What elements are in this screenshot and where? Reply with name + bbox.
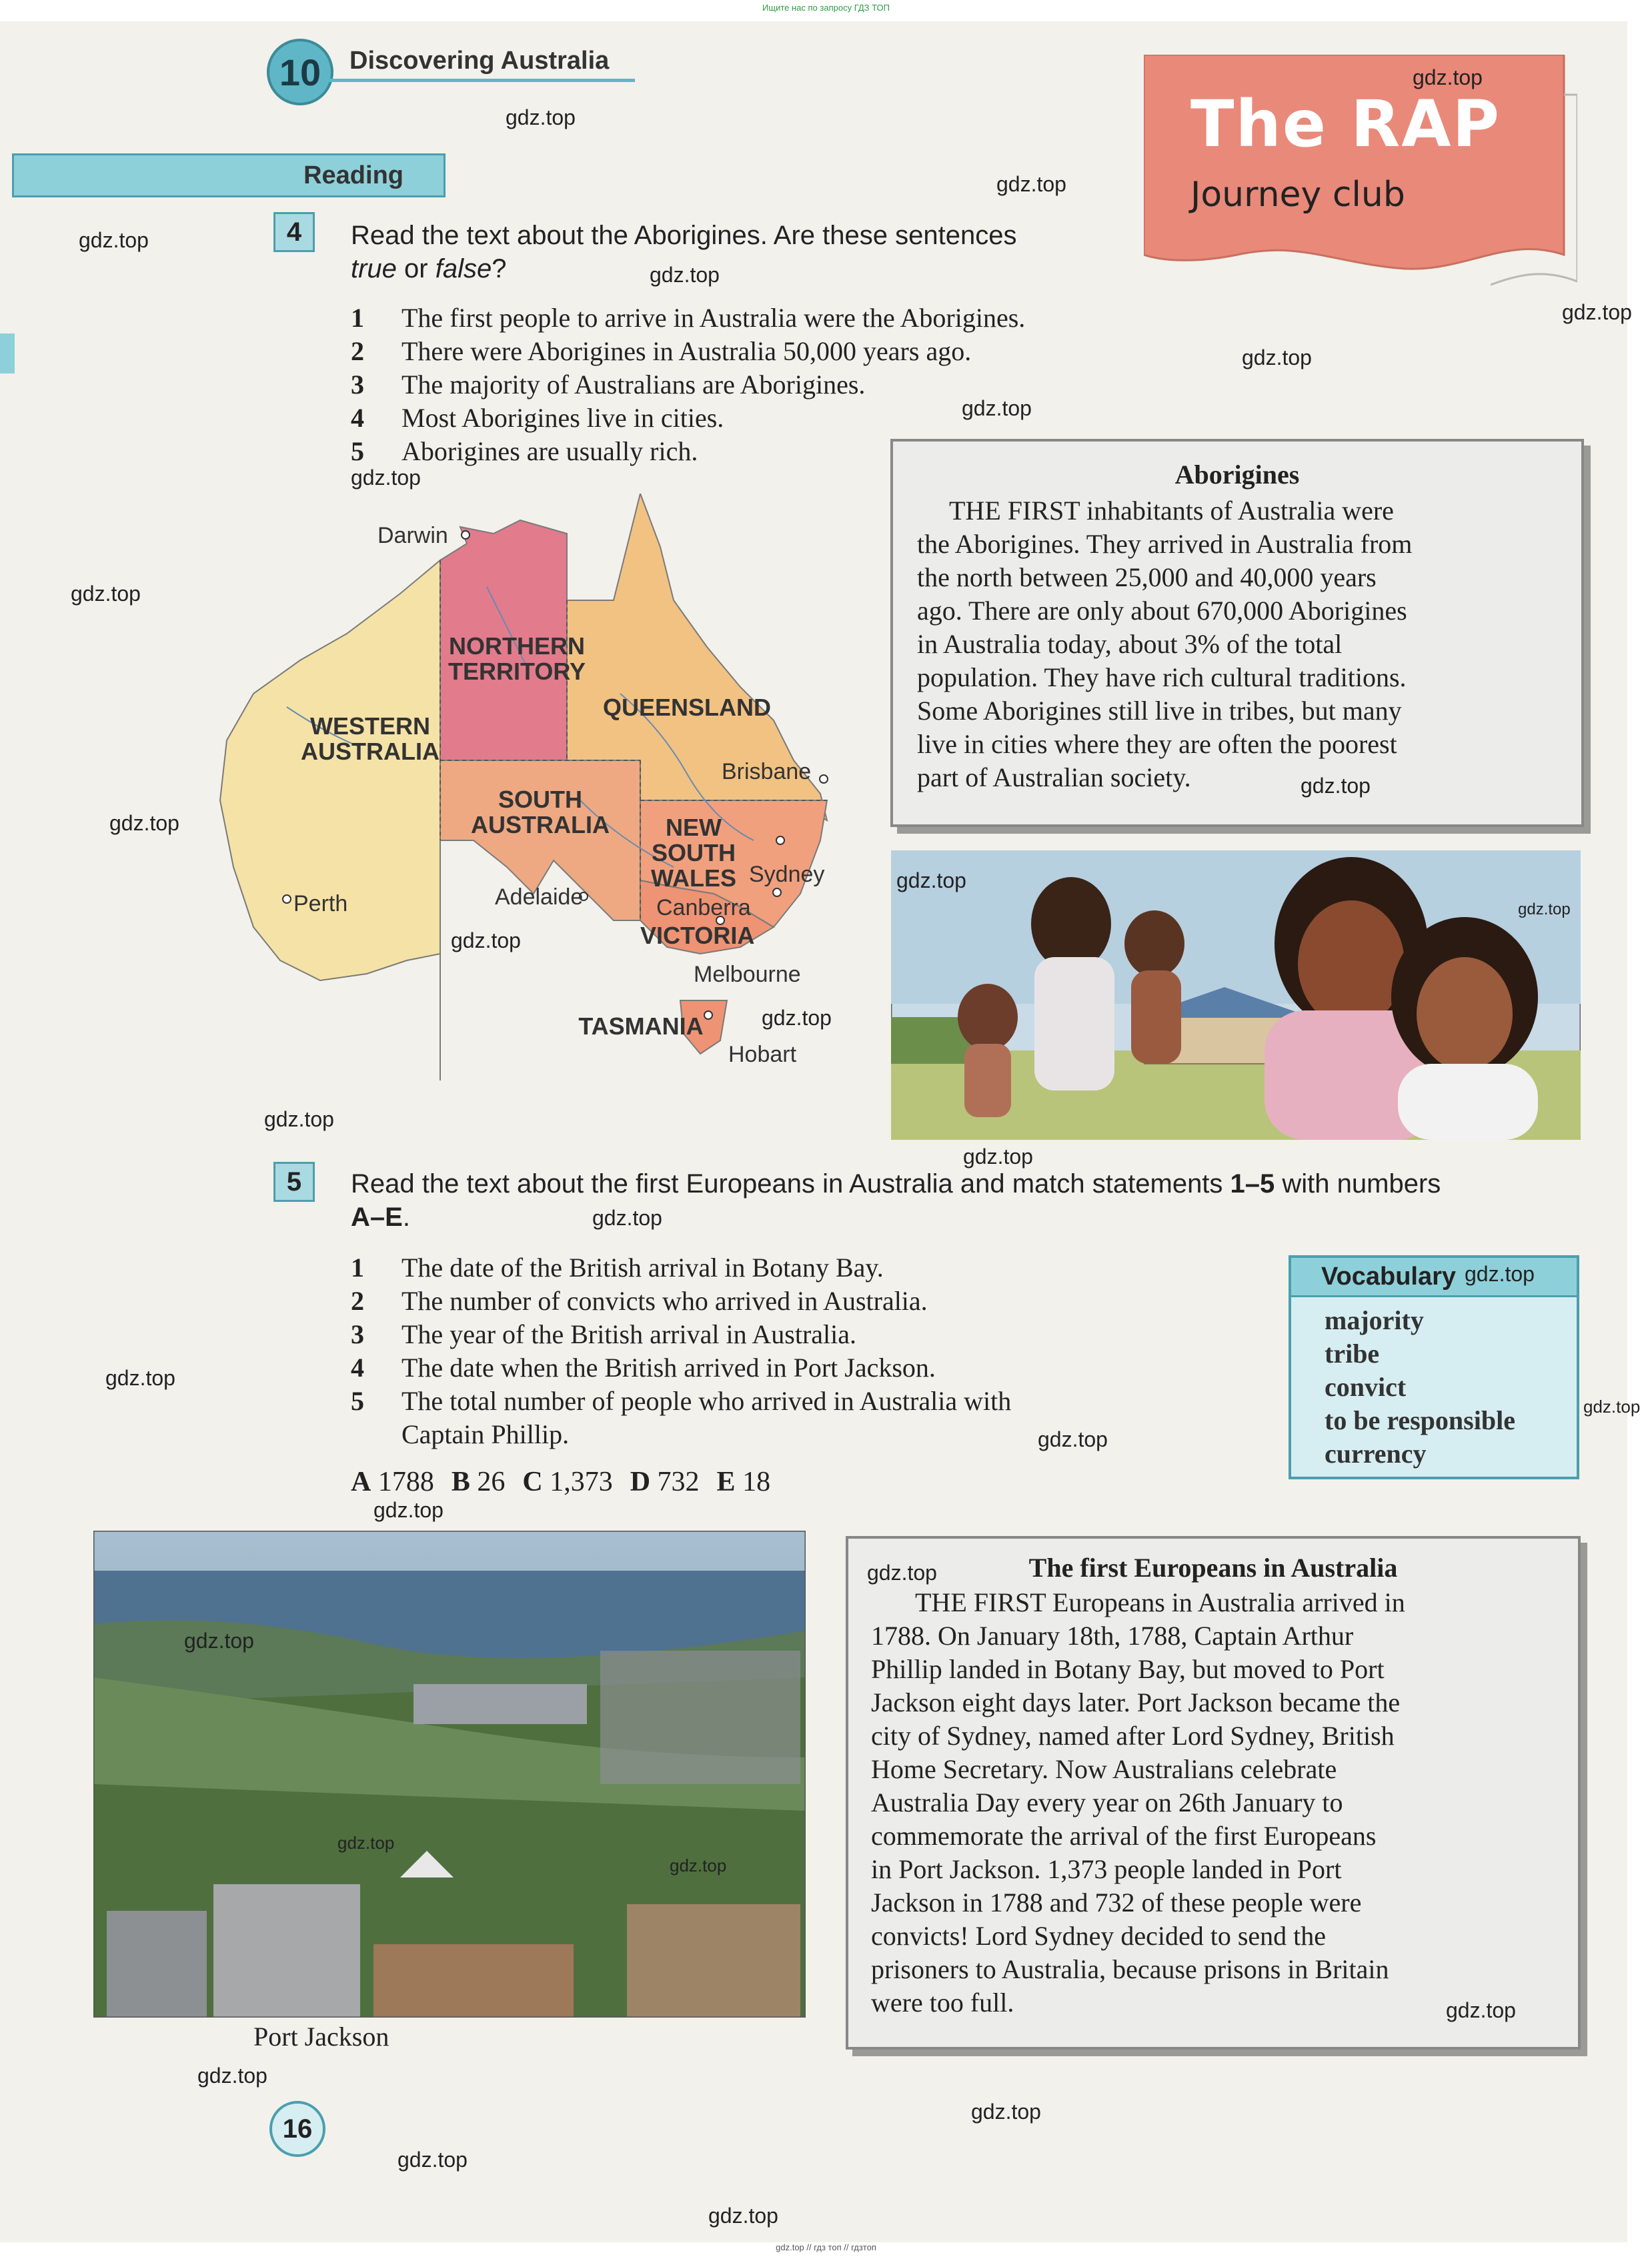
watermark: gdz.top xyxy=(184,1629,254,1653)
list-item xyxy=(351,368,1218,402)
item-text: There were Aborigines in Australia 50,000 years ago. xyxy=(401,336,972,366)
instruction-letters: A–E xyxy=(351,1203,403,1232)
word-false: false xyxy=(435,254,492,283)
text-line: Jackson eight days later. Port Jackson became the xyxy=(871,1687,1401,1717)
list-item xyxy=(351,1251,1271,1285)
list-item xyxy=(351,1318,1271,1351)
section-label: Reading xyxy=(303,161,403,189)
unit-title: Discovering Australia xyxy=(349,47,610,75)
item-text: The first people to arrive in Australia were the Aborigines. xyxy=(401,303,1026,333)
map-label-western-australia: WESTERN AUSTRALIA xyxy=(301,712,440,765)
item-number: 4 xyxy=(351,1353,364,1383)
watermark: gdz.top xyxy=(962,396,1032,420)
text-line: convicts! Lord Sydney decided to send the xyxy=(871,1921,1327,1951)
text-line: Australia Day every year on 26th January to xyxy=(871,1787,1343,1817)
word-true: true xyxy=(351,254,397,283)
map-label-queensland: QUEENSLAND xyxy=(602,694,772,721)
watermark: gdz.top xyxy=(71,582,141,606)
aborigines-text-box xyxy=(890,439,1584,827)
instruction-text-end: with numbers xyxy=(1275,1169,1441,1199)
vocabulary-word: currency xyxy=(1325,1439,1427,1469)
instruction-period: . xyxy=(402,1203,410,1232)
instruction-text: Read the text about the first Europeans in Australia and match statements xyxy=(351,1169,1230,1199)
watermark: gdz.top xyxy=(867,1561,937,1585)
watermark: gdz.top xyxy=(670,1855,727,1875)
item-text: The majority of Australians are Aborigines. xyxy=(401,369,866,400)
text-line: 1788. On January 18th, 1788, Captain Arthur xyxy=(871,1621,1354,1651)
watermark: gdz.top xyxy=(337,1833,395,1853)
text-line: Jackson in 1788 and 732 of these people were xyxy=(871,1888,1362,1918)
option-value: 732 xyxy=(657,1467,700,1497)
item-number: 3 xyxy=(351,369,364,400)
watermark: gdz.top xyxy=(963,1145,1033,1169)
unit-underline xyxy=(328,79,635,82)
watermark: gdz.top xyxy=(708,2204,778,2228)
exercise-4-instruction-line2 xyxy=(351,252,1151,285)
top-note: Ищите нас по запросу ГДЗ ТОП xyxy=(762,3,890,13)
list-item xyxy=(351,1285,1271,1318)
list-item xyxy=(351,335,1218,368)
watermark: gdz.top xyxy=(762,1006,832,1030)
watermark: gdz.top xyxy=(971,2100,1041,2124)
watermark: gdz.top xyxy=(373,1498,444,1522)
text-line: were too full. xyxy=(871,1988,1014,2018)
map-city-canberra: Canberra xyxy=(656,895,751,920)
map-city-hobart: Hobart xyxy=(728,1042,797,1067)
map-city-brisbane: Brisbane xyxy=(722,759,812,784)
map-city-melbourne: Melbourne xyxy=(694,962,801,987)
word-or: or xyxy=(396,254,436,283)
text-line: in Port Jackson. 1,373 people landed in Port xyxy=(871,1854,1342,1884)
rap-subtitle: Journey club xyxy=(1190,175,1405,215)
option-item xyxy=(522,1466,612,1498)
photo-caption: Port Jackson xyxy=(253,2022,389,2052)
list-item xyxy=(351,402,1218,435)
aboriginal-family-illustration xyxy=(891,850,1581,1140)
text-line: population. They have rich cultural traditions. xyxy=(917,662,1407,692)
text-line: live in cities where they are often the poorest xyxy=(917,729,1397,759)
watermark: gdz.top xyxy=(1562,300,1632,324)
item-number: 1 xyxy=(351,303,364,333)
europeans-text-box xyxy=(846,1536,1581,2050)
exercise-5-instruction xyxy=(351,1167,1565,1234)
watermark: gdz.top xyxy=(650,263,720,287)
vocabulary-word: majority xyxy=(1325,1305,1424,1335)
map-label-northern-territory: NORTHERN TERRITORY xyxy=(448,632,586,685)
europeans-box-title: The first Europeans in Australia xyxy=(1028,1553,1398,1583)
list-item xyxy=(351,1351,1271,1385)
watermark: gdz.top xyxy=(109,811,179,835)
option-letter: E xyxy=(716,1467,736,1497)
side-tab xyxy=(0,333,15,373)
watermark: gdz.top xyxy=(1446,1998,1516,2022)
option-item xyxy=(630,1466,700,1498)
exercise-5-items xyxy=(351,1251,1271,1451)
item-text: The date of the British arrival in Botany Bay. xyxy=(401,1253,884,1283)
watermark: gdz.top xyxy=(996,172,1066,196)
map-label-tasmania: TASMANIA xyxy=(578,1012,704,1040)
watermark: gdz.top xyxy=(1583,1397,1641,1417)
option-letter: D xyxy=(630,1467,651,1497)
map-label-south-australia: SOUTH AUSTRALIA xyxy=(471,786,610,838)
map-label-victoria: VICTORIA xyxy=(640,922,755,949)
exercise-4-instruction xyxy=(351,219,1151,285)
map-city-perth: Perth xyxy=(293,891,348,916)
watermark: gdz.top xyxy=(105,1366,175,1390)
page-number: 16 xyxy=(269,2101,325,2157)
watermark: gdz.top xyxy=(1301,774,1371,798)
unit-number-badge: 10 xyxy=(267,39,333,105)
vocabulary-list xyxy=(1291,1297,1577,1471)
bottom-note: gdz.top // гдз топ // гдзтоп xyxy=(776,2242,876,2252)
exercise-5-instruction-line2 xyxy=(351,1201,1565,1234)
exercise-5-options xyxy=(351,1466,770,1498)
question-mark: ? xyxy=(492,254,507,283)
option-value: 1,373 xyxy=(550,1467,613,1497)
option-item xyxy=(351,1466,434,1498)
text-line: THE FIRST inhabitants of Australia were xyxy=(949,496,1394,526)
item-text: Most Aborigines live in cities. xyxy=(401,403,724,433)
rap-title: The RAP xyxy=(1190,87,1501,161)
item-text: The total number of people who arrived in Australia with xyxy=(401,1386,1012,1416)
aborigines-box-title: Aborigines xyxy=(1174,460,1300,490)
text-line: THE FIRST Europeans in Australia arrived in xyxy=(915,1587,1405,1617)
item-text: Aborigines are usually rich. xyxy=(401,436,698,466)
item-number: 2 xyxy=(351,1286,364,1316)
watermark: gdz.top xyxy=(1038,1427,1108,1451)
item-text: The year of the British arrival in Australia. xyxy=(401,1319,857,1349)
map-city-sydney: Sydney xyxy=(749,862,825,887)
aborigines-box-text xyxy=(917,494,1557,794)
list-item xyxy=(351,1385,1271,1418)
item-number: 2 xyxy=(351,336,364,366)
option-letter: B xyxy=(451,1467,470,1497)
list-item-continued xyxy=(351,1418,1271,1451)
item-number: 5 xyxy=(351,1386,364,1416)
option-item xyxy=(717,1466,771,1498)
watermark: gdz.top xyxy=(1242,345,1312,369)
text-line: in Australia today, about 3% of the total xyxy=(917,629,1343,659)
watermark: gdz.top xyxy=(1413,65,1483,89)
instruction-range: 1–5 xyxy=(1230,1169,1275,1199)
watermark: gdz.top xyxy=(506,105,576,129)
port-jackson-photo xyxy=(93,1531,806,2018)
option-letter: A xyxy=(351,1467,371,1497)
text-line: commemorate the arrival of the first Europeans xyxy=(871,1821,1377,1851)
text-line: Home Secretary. Now Australians celebrate xyxy=(871,1754,1337,1784)
exercise-5-number: 5 xyxy=(273,1162,315,1202)
vocabulary-word: to be responsible xyxy=(1325,1405,1515,1435)
item-number: 1 xyxy=(351,1253,364,1283)
exercise-4-number: 4 xyxy=(273,212,315,252)
watermark: gdz.top xyxy=(79,228,149,252)
option-item xyxy=(452,1466,506,1498)
watermark: gdz.top xyxy=(592,1206,662,1230)
item-number: 5 xyxy=(351,436,364,466)
vocabulary-box xyxy=(1289,1255,1579,1479)
text-line: prisoners to Australia, because prisons in Britain xyxy=(871,1954,1389,1984)
watermark: gdz.top xyxy=(351,466,421,490)
exercise-4-instruction-line1: Read the text about the Aborigines. Are these sentences xyxy=(351,221,1017,250)
vocabulary-word: convict xyxy=(1325,1372,1407,1402)
vocabulary-title: Vocabulary xyxy=(1291,1258,1577,1297)
item-text: The date when the British arrived in Port Jackson. xyxy=(401,1353,936,1383)
text-line: ago. There are only about 670,000 Aborigines xyxy=(917,596,1407,626)
item-number: 4 xyxy=(351,403,364,433)
list-item xyxy=(351,301,1218,335)
option-value: 26 xyxy=(477,1467,506,1497)
watermark: gdz.top xyxy=(1518,900,1571,918)
item-text: Captain Phillip. xyxy=(401,1419,570,1449)
watermark: gdz.top xyxy=(1465,1262,1535,1286)
map-label-new-south-wales: NEW SOUTH WALES xyxy=(650,814,736,892)
exercise-5-instruction-line1 xyxy=(351,1167,1565,1201)
map-city-darwin: Darwin xyxy=(377,523,448,548)
watermark: gdz.top xyxy=(397,2148,468,2172)
text-line: Some Aborigines still live in tribes, but many xyxy=(917,696,1402,726)
option-value: 18 xyxy=(742,1467,771,1497)
vocabulary-word: tribe xyxy=(1325,1339,1380,1369)
map-city-adelaide: Adelaide xyxy=(495,884,584,910)
europeans-box-text xyxy=(871,1586,1555,2020)
item-text: The number of convicts who arrived in Australia. xyxy=(401,1286,928,1316)
item-number: 3 xyxy=(351,1319,364,1349)
section-reading-bar xyxy=(12,153,446,197)
watermark: gdz.top xyxy=(896,868,966,892)
watermark: gdz.top xyxy=(451,928,521,952)
watermark: gdz.top xyxy=(197,2064,267,2088)
text-line: the Aborigines. They arrived in Australia from xyxy=(917,529,1413,559)
text-line: part of Australian society. xyxy=(917,762,1191,792)
text-line: city of Sydney, named after Lord Sydney, British xyxy=(871,1721,1395,1751)
text-line: Phillip landed in Botany Bay, but moved to Port xyxy=(871,1654,1385,1684)
text-line: the north between 25,000 and 40,000 years xyxy=(917,562,1377,592)
watermark: gdz.top xyxy=(264,1107,334,1131)
option-letter: C xyxy=(522,1467,543,1497)
option-value: 1788 xyxy=(377,1467,434,1497)
